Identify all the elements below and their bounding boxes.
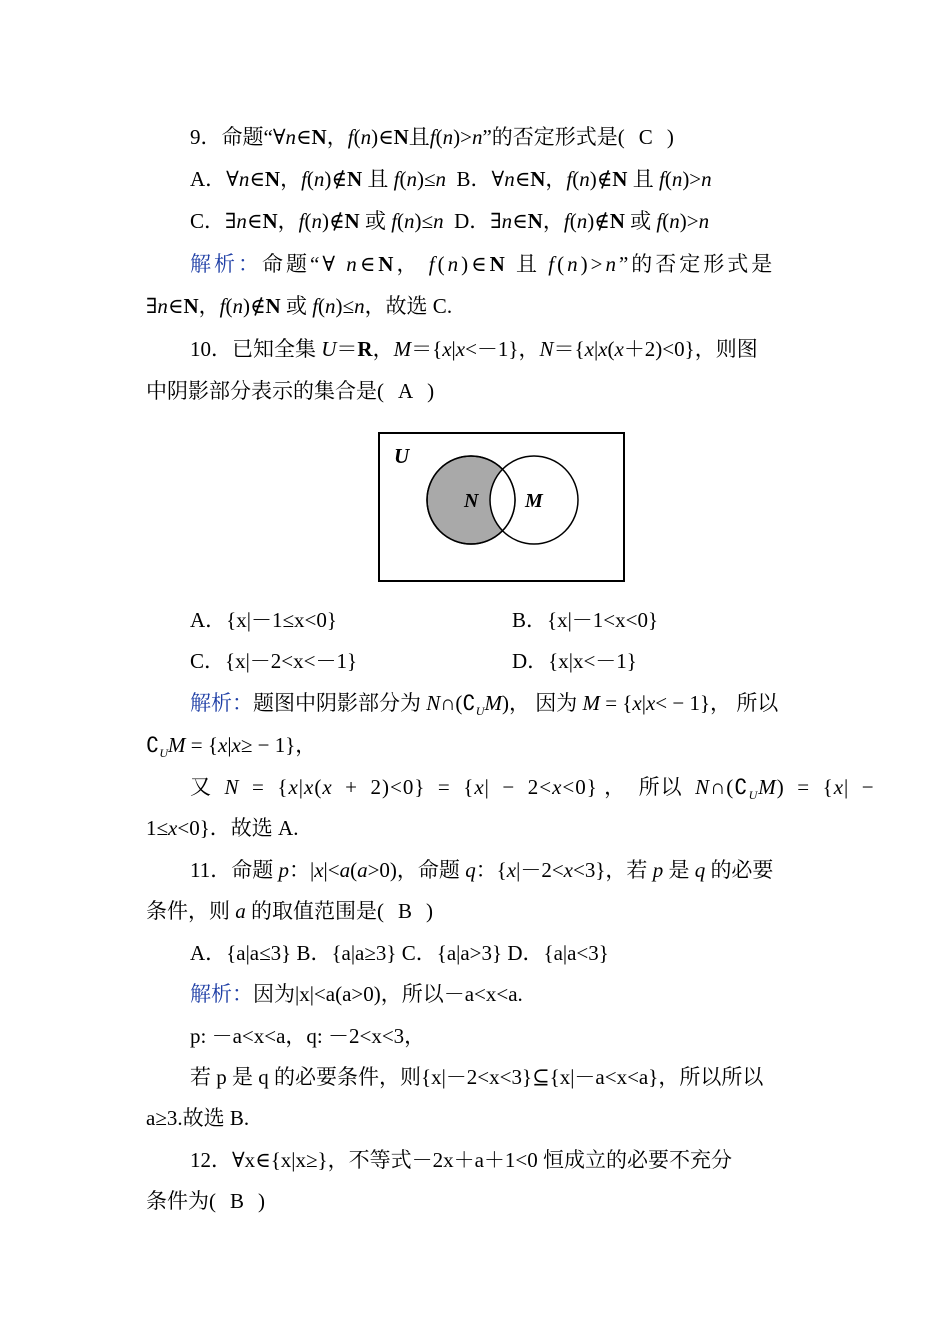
q10-stem-line1: 10．已知全集 U＝R，M＝{x|x<－1}，N＝{x|x(x＋2)<0}，则图 (190, 337, 758, 361)
q9-options-ab: A．∀n∈N，f(n)∉N 且 f(n)≤n B．∀n∈N，f(n)∉N 且 f(n)>n (190, 167, 712, 191)
q11-jiexi-line2: p: －a<x<a，q: －2<x<3， (190, 1024, 426, 1048)
universe-label: U (394, 444, 410, 468)
q9-jiexi-label: 解析： (190, 252, 262, 276)
q12-stem-line1: 12．∀x∈{x|x≥}，不等式－2x＋a＋1<0 恒成立的必要不充分 (190, 1148, 733, 1172)
q9-options-cd: C．∃n∈N，f(n)∉N 或 f(n)≤n D．∃n∈N，f(n)∉N 或 f(n)>n (190, 209, 710, 233)
q12-answer: B (230, 1189, 245, 1213)
q10-jiexi-line3: 又 N = {x|x(x + 2)<0} = {x| − 2<x<0} ， 所以 $N\cap(∁_UM) = \{x|$ − (190, 775, 875, 803)
q10-jiexi-label: 解析： (190, 691, 253, 715)
q10-option-d: D．{x|x<－1} (512, 649, 637, 673)
q9-jiexi-line2: ∃n∈N，f(n)∉N 或 f(n)≤n，故选 C. (146, 294, 453, 318)
q11-answer: B (398, 899, 413, 923)
q11-jiexi-line1: 解析：因为|x|<a(a>0)，所以－a<x<a. (190, 982, 523, 1006)
q11-stem-line1: 11．命题 p：|x|<a(a>0)，命题 q：{x|－2<x<3}，若 p 是 q 的必要 (190, 858, 774, 882)
q10-stem-line2: 中阴影部分表示的集合是( A ) (146, 379, 435, 403)
q9-stem: 9．命题“∀n∈N，f(n)∈N且f(n)>n”的否定形式是( C ) (190, 125, 674, 149)
q10-option-b: B．{x|－1<x<0} (512, 608, 659, 632)
q11-jiexi-line3: 若 p 是 q 的必要条件，则{x|－2<x<3}⊆{x|－a<x<a}，所以所以 (190, 1065, 764, 1089)
q10-jiexi-line4: 1≤x<0}．故选 A. (146, 816, 299, 840)
q11-jiexi-label: 解析： (190, 982, 253, 1006)
q10-option-c: C．{x|－2<x<－1} (190, 649, 358, 673)
q10-jiexi-line1: 解析：题图中阴影部分为 $N\cap(∁_UM)$， 因为 M = {x|x< − 1}， 所以 (190, 691, 779, 719)
q9-answer: C (638, 125, 653, 149)
q10-answer: A (398, 379, 414, 403)
q11-jiexi-line4: a≥3.故选 B. (146, 1106, 250, 1130)
venn-diagram (378, 432, 626, 583)
set-m-label: M (525, 490, 543, 512)
q12-stem-line2: 条件为( B ) (146, 1189, 266, 1213)
set-n-label: N (464, 490, 479, 512)
q10-jiexi-line2: $∁_UM = \{x|x\ge - 1\}$， (146, 733, 317, 761)
q9-jiexi-line1: 解析：命题“∀ n∈N， f(n)∈N 且 f(n)>n”的否定形式是 (190, 252, 776, 276)
q11-stem-line2: 条件，则 a 的取值范围是( B ) (146, 899, 434, 923)
q10-option-a: A．{x|－1≤x<0} (190, 608, 337, 632)
q11-options: A．{a|a≤3} B．{a|a≥3} C．{a|a>3} D．{a|a<3} (190, 941, 609, 965)
